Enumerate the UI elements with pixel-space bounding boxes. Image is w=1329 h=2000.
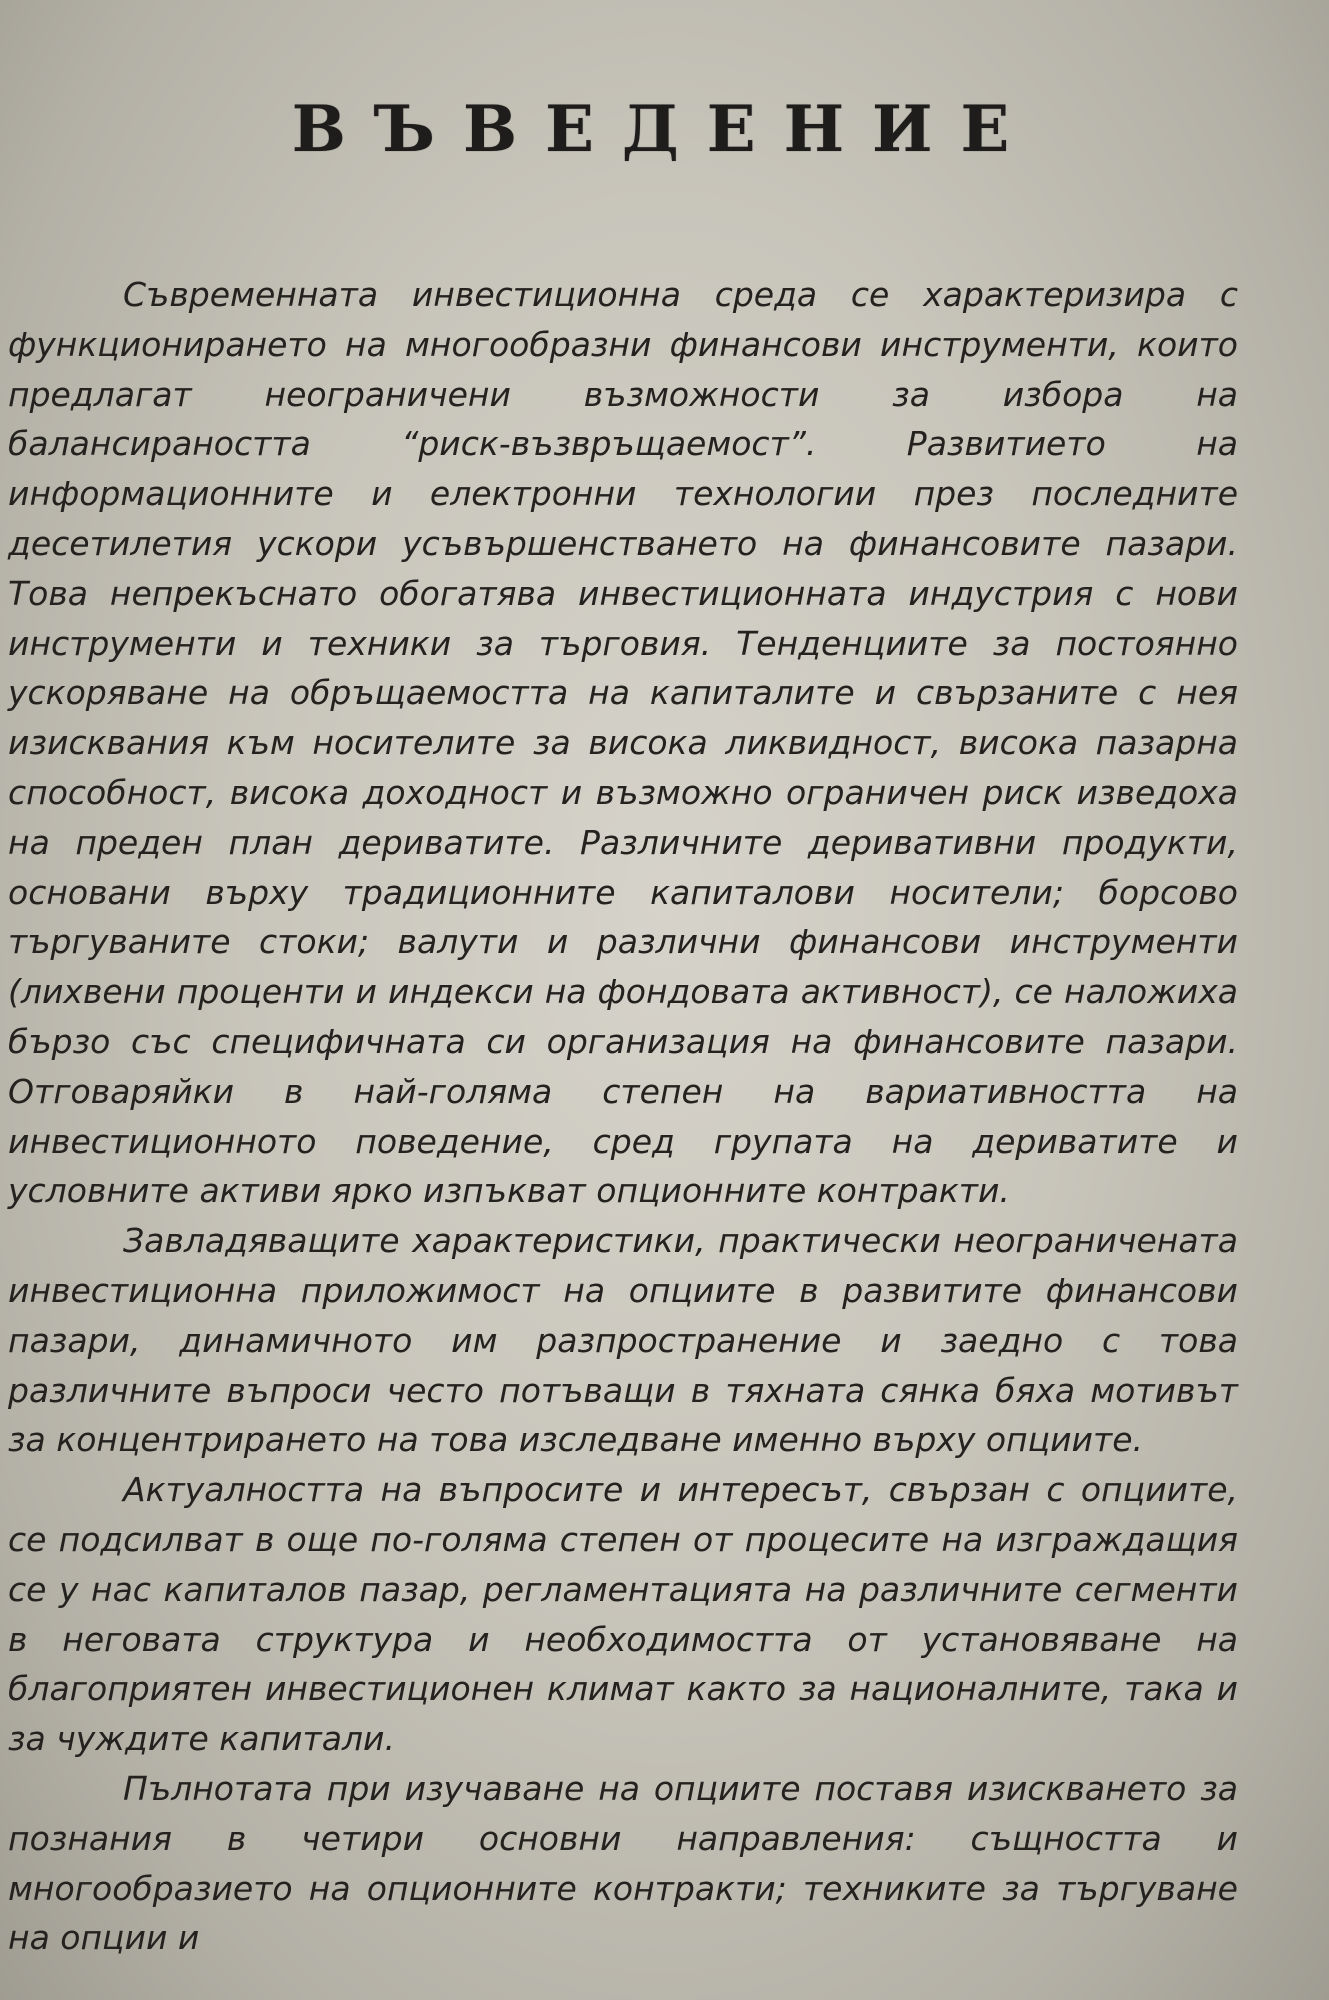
paragraph: Пълнотата при изучаване на опциите поставя изискването за познания в четири основни направления: същността и многообразието на опционните контракти; техниките за търгуване на опции и — [8, 1768, 1238, 1958]
paragraph: Съвременната инвестиционна среда се характеризира с функционирането на многообразни финансови инструменти, които предлагат неограничени възможности за избора на балансираността “риск-възвръщаемост”. Развитието на информационните и електронни технологии през последните десетилетия ускори усъвършенстването на финансовите пазари. Това непрекъснато обогатява инвестиционната индустрия с нови инструменти и техники за търговия. Тенденциите за постоянно ускоряване на обръщаемостта на капиталите и свързаните с нея изисквания към носителите за висока ликвидност, висока пазарна способност, висока доходност и възможно ограничен риск изведоха на преден план дериватите. Различните деривативни продукти, основани върху традиционните капиталови носители; борсово търгуваните стоки; валути и различни финансови инструменти (лихвени проценти и индекси на фондовата активност), се наложиха бързо със специфичната си организация на финансовите пазари. Отговаряйки в най-голяма степен на вариативността на инвестиционното поведение, сред групата на дериватите и условните активи ярко изпъкват опционните контракти. — [8, 275, 1238, 1211]
paragraph: Актуалността на въпросите и интересът, свързан с опциите, се подсилват в още по-голяма степен от процесите на изграждащия се у нас капиталов пазар, регламентацията на различните сегменти в неговата структура и необходимостта от установяване на благоприятен инвестиционен климат както за националните, така и за чуждите капитали. — [8, 1470, 1238, 1759]
chapter-title: ВЪВЕДЕНИЕ — [291, 92, 1038, 167]
body-text — [8, 270, 1238, 1963]
paragraph: Завладяващите характеристики, практически неограничената инвестиционна приложимост на опциите в развитите финансови пазари, динамичното им разпространение и заедно с това различните въпроси често потъващи в тяхната сянка бяха мотивът за концентрирането на това изследване именно върху опциите. — [8, 1221, 1238, 1460]
